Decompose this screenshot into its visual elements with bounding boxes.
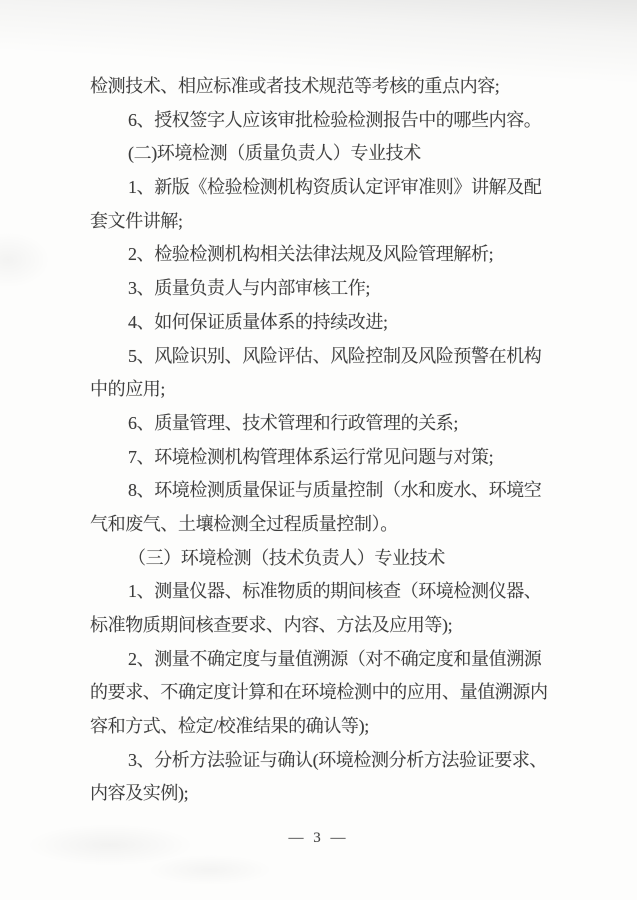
text-line: 1、测量仪器、标准物质的期间核查（环境检测仪器、 — [128, 581, 542, 602]
text-line: 1、新版《检验检测机构资质认定评审准则》讲解及配 — [128, 177, 542, 198]
section-heading: （三）环境检测（技术负责人）专业技术 — [128, 547, 445, 568]
text-line: 2、检验检测机构相关法律法规及风险管理解析; — [128, 244, 494, 265]
text-line: 检测技术、相应标准或者技术规范等考核的重点内容; — [90, 76, 500, 96]
text-line: 标准物质期间核查要求、内容、方法及应用等); — [90, 615, 453, 635]
text-line: 容和方式、检定/校准结果的确认等); — [90, 716, 369, 737]
section-heading: (二)环境检测（质量负责人）专业技术 — [128, 143, 421, 164]
text-line: 6、质量管理、技术管理和行政管理的关系; — [128, 412, 458, 433]
document-body — [90, 70, 568, 811]
text-line: 5、风险识别、风险评估、风险控制及风险预警在机构 — [128, 345, 542, 366]
text-line: 4、如何保证质量体系的持续改进; — [128, 311, 388, 332]
text-line: 3、分析方法验证与确认(环境检测分析方法验证要求、 — [128, 749, 547, 770]
text-line: 的要求、不确定度计算和在环境检测中的应用、量值溯源内 — [90, 682, 548, 703]
text-line: 中的应用; — [90, 379, 166, 400]
text-line: 7、环境检测机构管理体系运行常见问题与对策; — [128, 446, 494, 467]
page-number: — 3 — — [288, 830, 349, 846]
text-line: 2、测量不确定度与量值溯源（对不确定度和量值溯源 — [128, 648, 542, 669]
text-line: 内容及实例); — [90, 783, 189, 804]
text-line: 8、环境检测质量保证与质量控制（水和废水、环境空 — [128, 480, 542, 501]
text-line: 气和废气、土壤检测全过程质量控制）。 — [90, 513, 398, 534]
text-line: 3、质量负责人与内部审核工作; — [128, 278, 370, 299]
text-line: 套文件讲解; — [90, 210, 183, 231]
text-line: 6、授权签字人应该审批检验检测报告中的哪些内容。 — [128, 109, 542, 130]
